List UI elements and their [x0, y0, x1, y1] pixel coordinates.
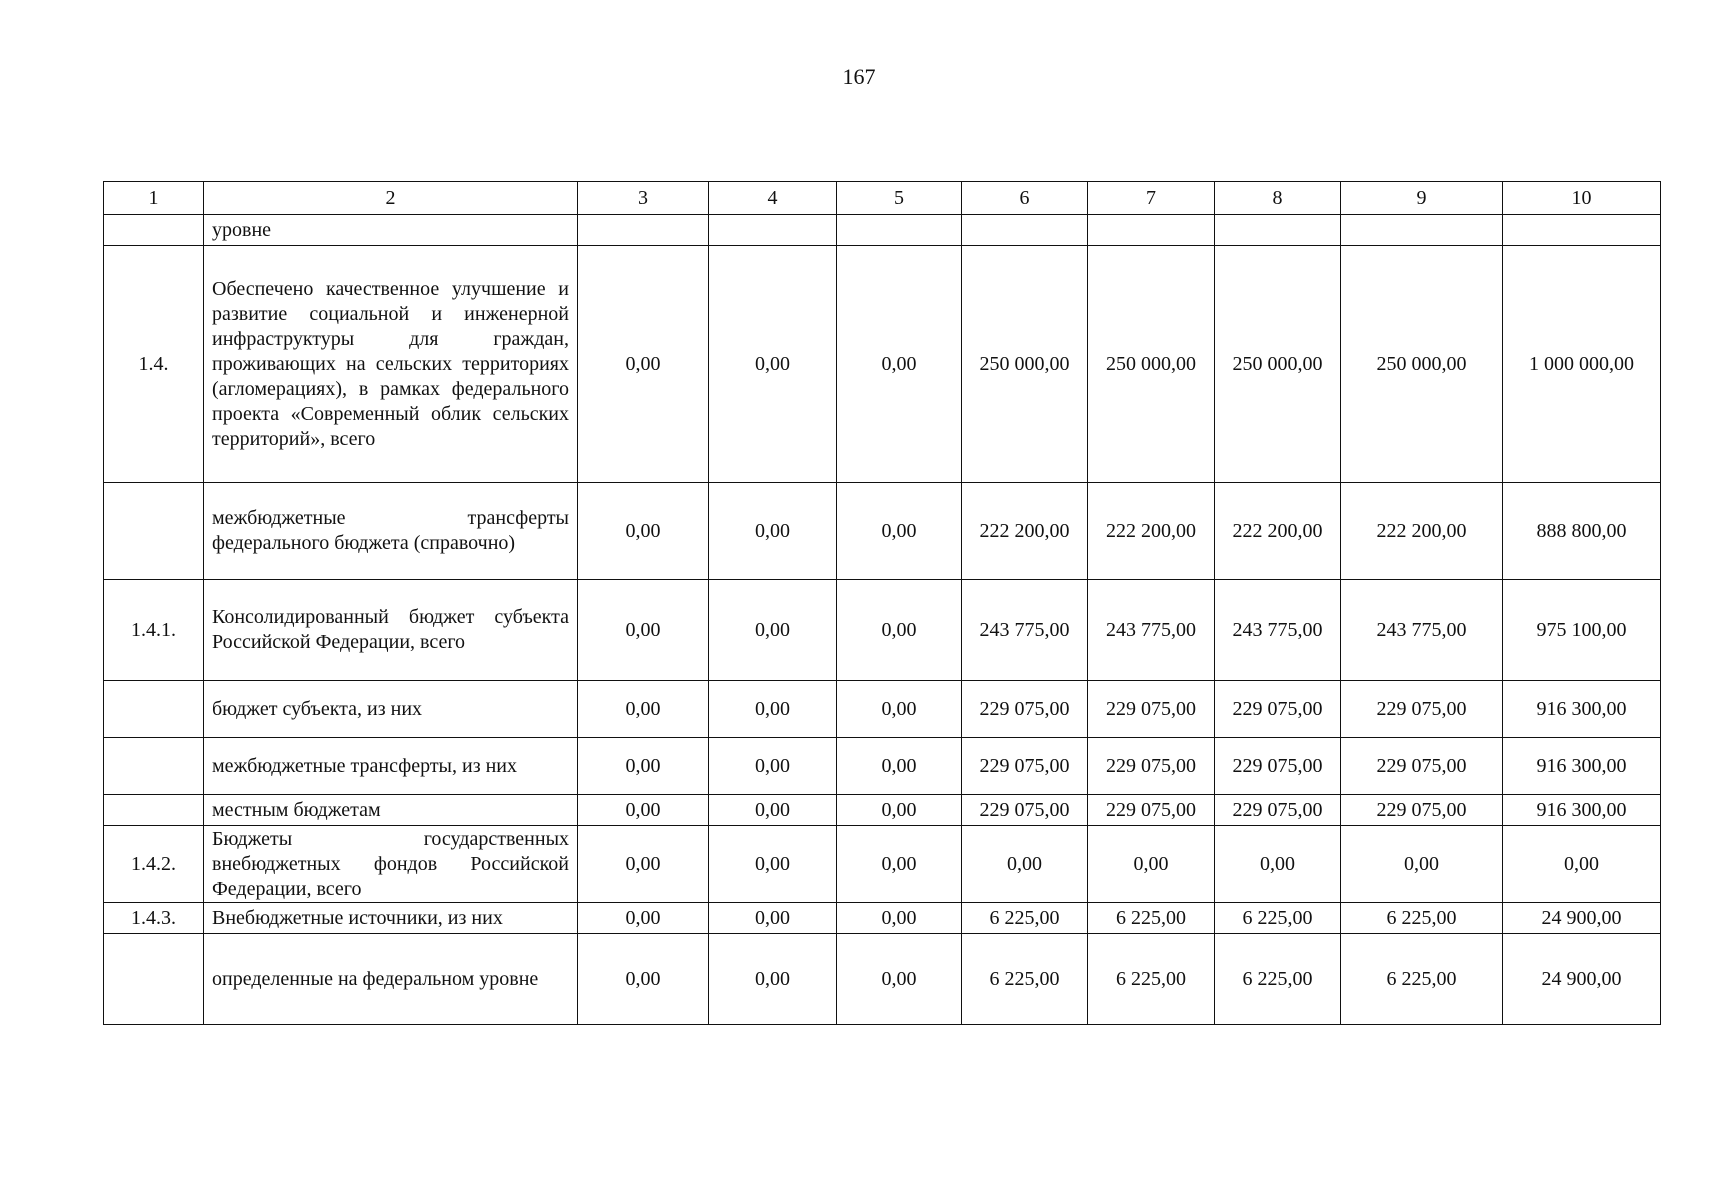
value-cell: 0,00 [709, 483, 837, 580]
row-description: бюджет субъекта, из них [204, 681, 578, 738]
value-cell: 0,00 [709, 681, 837, 738]
value-cell: 243 775,00 [1215, 580, 1341, 681]
value-cell [1503, 215, 1661, 246]
value-cell: 229 075,00 [1341, 681, 1503, 738]
value-cell: 0,00 [709, 738, 837, 795]
value-cell [837, 215, 962, 246]
value-cell [709, 215, 837, 246]
value-cell: 229 075,00 [1341, 795, 1503, 826]
value-cell: 229 075,00 [1341, 738, 1503, 795]
value-cell: 0,00 [837, 934, 962, 1025]
value-cell: 0,00 [578, 483, 709, 580]
value-cell: 916 300,00 [1503, 795, 1661, 826]
value-cell: 0,00 [837, 246, 962, 483]
value-cell: 6 225,00 [1088, 934, 1215, 1025]
row-code [104, 215, 204, 246]
value-cell: 6 225,00 [1088, 903, 1215, 934]
value-cell: 250 000,00 [962, 246, 1088, 483]
row-code [104, 795, 204, 826]
value-cell: 6 225,00 [962, 903, 1088, 934]
column-header: 3 [578, 182, 709, 215]
table-row [104, 215, 1661, 246]
column-header: 5 [837, 182, 962, 215]
value-cell: 0,00 [578, 826, 709, 903]
row-code [104, 934, 204, 1025]
value-cell: 229 075,00 [962, 681, 1088, 738]
value-cell: 0,00 [837, 580, 962, 681]
value-cell: 0,00 [709, 826, 837, 903]
column-header: 9 [1341, 182, 1503, 215]
value-cell: 0,00 [837, 903, 962, 934]
table-row [104, 934, 1661, 1025]
value-cell: 0,00 [578, 738, 709, 795]
row-code: 1.4.3. [104, 903, 204, 934]
value-cell: 222 200,00 [1215, 483, 1341, 580]
value-cell: 888 800,00 [1503, 483, 1661, 580]
value-cell: 229 075,00 [1088, 738, 1215, 795]
value-cell: 0,00 [709, 795, 837, 826]
value-cell: 24 900,00 [1503, 934, 1661, 1025]
row-description: Бюджеты государственных внебюджетных фондов Российской Федерации, всего [204, 826, 578, 903]
value-cell: 0,00 [709, 934, 837, 1025]
value-cell: 0,00 [1088, 826, 1215, 903]
value-cell: 1 000 000,00 [1503, 246, 1661, 483]
value-cell: 24 900,00 [1503, 903, 1661, 934]
row-code [104, 681, 204, 738]
row-description: Консолидированный бюджет субъекта Российской Федерации, всего [204, 580, 578, 681]
table-row [104, 738, 1661, 795]
value-cell: 229 075,00 [962, 795, 1088, 826]
value-cell: 0,00 [837, 826, 962, 903]
column-header: 2 [204, 182, 578, 215]
value-cell: 6 225,00 [962, 934, 1088, 1025]
value-cell: 0,00 [962, 826, 1088, 903]
value-cell: 0,00 [578, 580, 709, 681]
row-code: 1.4. [104, 246, 204, 483]
value-cell: 6 225,00 [1341, 903, 1503, 934]
value-cell: 975 100,00 [1503, 580, 1661, 681]
value-cell: 229 075,00 [1088, 795, 1215, 826]
value-cell [578, 215, 709, 246]
value-cell: 250 000,00 [1088, 246, 1215, 483]
value-cell: 0,00 [837, 681, 962, 738]
row-description: уровне [204, 215, 578, 246]
table-row [104, 826, 1661, 903]
value-cell [1341, 215, 1503, 246]
column-header: 10 [1503, 182, 1661, 215]
value-cell: 229 075,00 [1215, 738, 1341, 795]
value-cell: 0,00 [709, 903, 837, 934]
value-cell: 0,00 [578, 934, 709, 1025]
value-cell: 229 075,00 [1215, 681, 1341, 738]
value-cell: 6 225,00 [1341, 934, 1503, 1025]
row-description: местным бюджетам [204, 795, 578, 826]
row-description: межбюджетные трансферты федерального бюджета (справочно) [204, 483, 578, 580]
value-cell: 229 075,00 [1215, 795, 1341, 826]
column-header: 1 [104, 182, 204, 215]
row-description: межбюджетные трансферты, из них [204, 738, 578, 795]
column-header: 4 [709, 182, 837, 215]
row-code [104, 483, 204, 580]
value-cell: 6 225,00 [1215, 934, 1341, 1025]
value-cell: 243 775,00 [1088, 580, 1215, 681]
value-cell: 0,00 [1341, 826, 1503, 903]
value-cell: 916 300,00 [1503, 738, 1661, 795]
table-row [104, 681, 1661, 738]
value-cell: 0,00 [578, 681, 709, 738]
value-cell: 0,00 [578, 795, 709, 826]
value-cell: 0,00 [709, 580, 837, 681]
value-cell: 0,00 [1215, 826, 1341, 903]
budget-table [103, 181, 1661, 1025]
value-cell: 222 200,00 [1341, 483, 1503, 580]
value-cell: 0,00 [837, 738, 962, 795]
table-row [104, 246, 1661, 483]
value-cell: 250 000,00 [1215, 246, 1341, 483]
value-cell: 222 200,00 [962, 483, 1088, 580]
value-cell: 0,00 [578, 246, 709, 483]
value-cell [1215, 215, 1341, 246]
value-cell: 222 200,00 [1088, 483, 1215, 580]
value-cell: 0,00 [837, 483, 962, 580]
table-row [104, 580, 1661, 681]
value-cell: 0,00 [578, 903, 709, 934]
value-cell: 0,00 [837, 795, 962, 826]
value-cell [1088, 215, 1215, 246]
row-code: 1.4.2. [104, 826, 204, 903]
row-code: 1.4.1. [104, 580, 204, 681]
value-cell [962, 215, 1088, 246]
table-row [104, 903, 1661, 934]
row-description: Внебюджетные источники, из них [204, 903, 578, 934]
table-row [104, 795, 1661, 826]
value-cell: 0,00 [1503, 826, 1661, 903]
value-cell: 250 000,00 [1341, 246, 1503, 483]
value-cell: 6 225,00 [1215, 903, 1341, 934]
table-row [104, 483, 1661, 580]
column-header: 6 [962, 182, 1088, 215]
row-description: определенные на федеральном уровне [204, 934, 578, 1025]
row-code [104, 738, 204, 795]
value-cell: 229 075,00 [1088, 681, 1215, 738]
value-cell: 243 775,00 [962, 580, 1088, 681]
column-header: 8 [1215, 182, 1341, 215]
value-cell: 0,00 [709, 246, 837, 483]
value-cell: 243 775,00 [1341, 580, 1503, 681]
column-number-row [104, 182, 1661, 215]
row-description: Обеспечено качественное улучшение и развитие социальной и инженерной инфраструктуры для граждан, проживающих на сельских территориях (агломерациях), в рамках федерального проекта «Современный облик сельских территорий», всего [204, 246, 578, 483]
value-cell: 916 300,00 [1503, 681, 1661, 738]
page-number: 167 [842, 64, 876, 89]
column-header: 7 [1088, 182, 1215, 215]
value-cell: 229 075,00 [962, 738, 1088, 795]
